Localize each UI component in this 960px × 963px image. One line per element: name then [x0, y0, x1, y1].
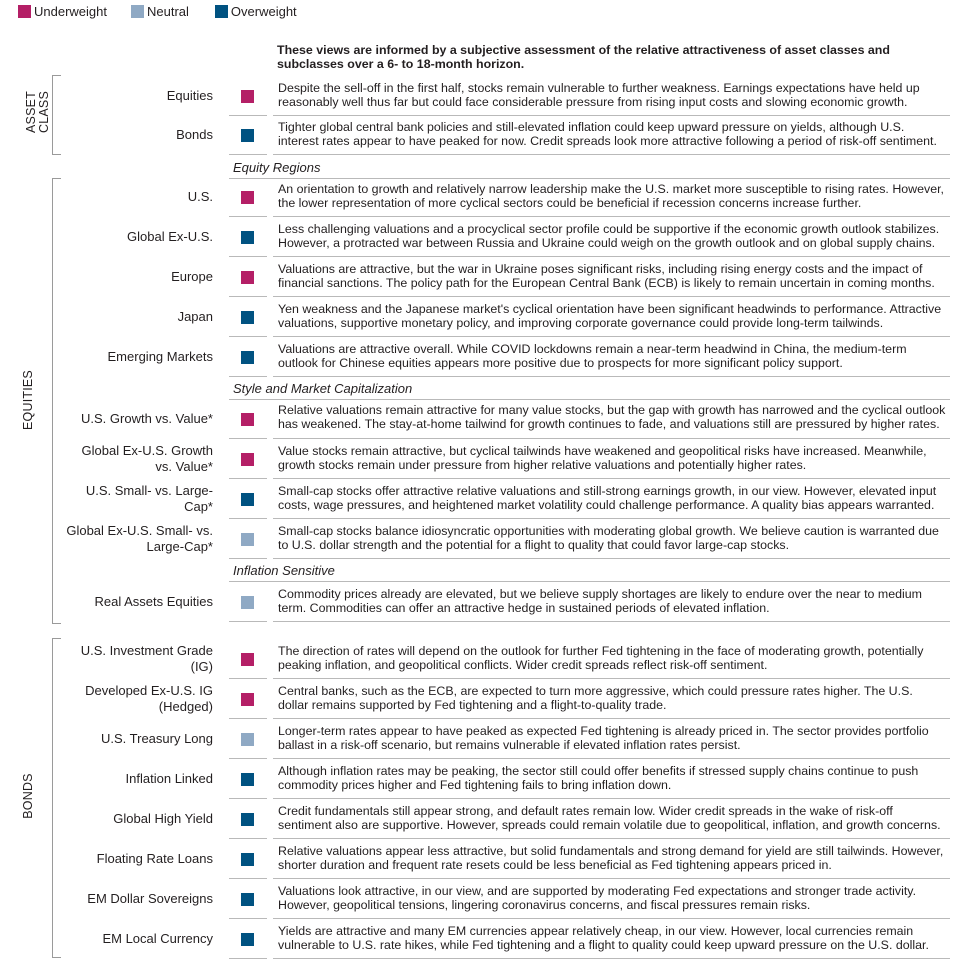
view-cell	[229, 218, 267, 257]
section-bonds: BONDS	[21, 773, 35, 819]
row-label: Global Ex-U.S. Growth vs. Value*	[81, 443, 213, 474]
overweight-marker	[241, 311, 254, 324]
table-row	[0, 218, 960, 256]
table-row	[0, 720, 960, 758]
view-cell	[229, 640, 267, 679]
commentary-text: Valuations are attractive, but the war in Ukraine poses significant risks, including rising energy costs and the impact of financial sanctions. The policy path for the European Central Bank (ECB) is likely to remain uncertain in coming months.	[278, 262, 935, 291]
overweight-marker	[241, 893, 254, 906]
view-cell	[229, 583, 267, 622]
commentary-text: Yen weakness and the Japanese market's cyclical orientation have been significant headwinds to performance. Attractive valuations, supportive monetary policy, and improving corporate governance could provide long-term tailwinds.	[278, 302, 942, 331]
commentary-text: Valuations look attractive, in our view, and are supported by moderating Fed expectations and stronger trade activity. However, geopolitical tensions, lingering coronavirus concerns, and fiscal pressures remain risks.	[278, 884, 917, 913]
table-row	[0, 298, 960, 336]
commentary-cell	[273, 440, 950, 479]
row-label: U.S. Small- vs. Large-Cap*	[85, 483, 213, 514]
subhead-inflation-label: Inflation Sensitive	[233, 563, 335, 578]
table-row	[0, 800, 960, 838]
legend	[18, 4, 323, 19]
row-label: Global High Yield	[113, 811, 213, 826]
overweight-marker	[241, 773, 254, 786]
view-cell	[229, 840, 267, 879]
commentary-text: Longer-term rates appear to have peaked as expected Fed tightening is already priced in. The sector provides portfolio ballast in a risk-off scenario, but remains vulnerable if elevated inflation rates persist.	[278, 724, 929, 753]
table-row	[0, 920, 960, 958]
table-row	[0, 258, 960, 296]
commentary-text: An orientation to growth and relatively narrow leadership make the U.S. market more susceptible to rising rates. However, the lower representation of more cyclical sectors could be beneficial if recession concerns increase further.	[278, 182, 944, 211]
overweight-swatch	[215, 5, 228, 18]
underweight-swatch	[18, 5, 31, 18]
commentary-text: Valuations are attractive overall. While COVID lockdowns remain a near-term headwind in China, the medium-term outlook for Chinese equities appears more positive due to prospects for more significant policy support.	[278, 342, 907, 371]
subhead-style-cap	[229, 377, 950, 400]
table-row	[0, 840, 960, 878]
table-row	[0, 480, 960, 518]
commentary-text: Small-cap stocks balance idiosyncratic opportunities with moderating global growth. We believe caution is warranted due to U.S. dollar strength and the potential for a flight to quality that could favor large-cap stocks.	[278, 524, 939, 553]
row-label: Developed Ex-U.S. IG (Hedged)	[85, 683, 213, 714]
view-cell	[229, 520, 267, 559]
view-cell	[229, 258, 267, 297]
commentary-cell	[273, 116, 950, 155]
commentary-cell	[273, 298, 950, 337]
legend-overweight-label: Overweight	[230, 4, 297, 19]
commentary-cell	[273, 800, 950, 839]
overweight-marker	[241, 853, 254, 866]
view-cell	[229, 720, 267, 759]
legend-overweight	[215, 4, 297, 19]
view-cell	[229, 800, 267, 839]
commentary-cell	[273, 720, 950, 759]
table-row	[0, 680, 960, 718]
view-cell	[229, 77, 267, 116]
commentary-text: Value stocks remain attractive, but cyclical tailwinds have weakened and geopolitical risks have increased. Meanwhile, growth stocks remain under pressure from higher relative valuations and potentially higher rates.	[278, 444, 927, 473]
commentary-text: Tighter global central bank policies and still-elevated inflation could keep upward pressure on yields, although U.S. interest rates appear to have peaked for now. Credit spreads look more attractive following a period of risk-off sentiment.	[278, 120, 937, 149]
neutral-marker	[241, 596, 254, 609]
overweight-marker	[241, 129, 254, 142]
table-row	[0, 338, 960, 376]
underweight-marker	[241, 693, 254, 706]
intro-text: These views are informed by a subjective assessment of the relative attractiveness of asset classes and subclasses over a 6- to 18-month horizon.	[277, 43, 890, 71]
commentary-text: Yields are attractive and many EM currencies appear relatively cheap, in our view. However, local currencies remain vulnerable to U.S. rate hikes, while Fed tightening and a flight to quality could keep upward pressure on the U.S. dollar.	[278, 924, 929, 953]
row-label: Equities	[166, 88, 213, 103]
commentary-cell	[273, 399, 950, 439]
table-row	[0, 116, 960, 154]
commentary-cell	[273, 338, 950, 377]
subhead-equity-regions	[229, 154, 950, 179]
underweight-marker	[241, 90, 254, 103]
section-equities: EQUITIES	[21, 370, 35, 430]
row-label: U.S. Growth vs. Value*	[81, 410, 213, 426]
overweight-marker	[241, 493, 254, 506]
view-cell	[229, 920, 267, 959]
view-cell	[229, 178, 267, 217]
commentary-cell	[273, 77, 950, 116]
table-row	[0, 760, 960, 798]
commentary-text: Central banks, such as the ECB, are expected to turn more aggressive, which could pressure rates higher. The U.S. dollar remains supported by Fed tightening and a flight-to-quality trade.	[278, 684, 913, 713]
commentary-cell	[273, 880, 950, 919]
underweight-marker	[241, 413, 254, 426]
row-label: U.S.	[187, 189, 213, 204]
underweight-marker	[241, 191, 254, 204]
commentary-cell	[273, 480, 950, 519]
commentary-cell	[273, 520, 950, 559]
neutral-marker	[241, 533, 254, 546]
section-asset-class: ASSET CLASS	[24, 91, 51, 133]
view-cell	[229, 880, 267, 919]
table-row	[0, 178, 960, 216]
table-row	[0, 880, 960, 918]
table-row	[0, 77, 960, 115]
view-cell	[229, 399, 267, 439]
commentary-cell	[273, 640, 950, 679]
subhead-style-cap-label: Style and Market Capitalization	[233, 381, 413, 396]
commentary-cell	[273, 218, 950, 257]
view-cell	[229, 480, 267, 519]
commentary-cell	[273, 583, 950, 622]
commentary-cell	[273, 178, 950, 217]
commentary-text: Credit fundamentals still appear strong, and default rates remain low. Wider credit spreads in the wake of risk-off sentiment also are supportive. However, spreads could remain volatile due to geopolitical, inflation, and growth concerns.	[278, 804, 941, 833]
view-cell	[229, 760, 267, 799]
commentary-cell	[273, 680, 950, 719]
row-label: EM Local Currency	[102, 931, 213, 946]
overweight-marker	[241, 933, 254, 946]
table-row	[0, 583, 960, 621]
neutral-swatch	[131, 5, 144, 18]
row-label: Emerging Markets	[107, 349, 213, 364]
table-row	[0, 520, 960, 558]
view-cell	[229, 680, 267, 719]
commentary-cell	[273, 760, 950, 799]
view-cell	[229, 298, 267, 337]
legend-neutral	[131, 4, 189, 19]
underweight-marker	[241, 453, 254, 466]
legend-neutral-label: Neutral	[147, 4, 189, 19]
subhead-equity-regions-label: Equity Regions	[233, 160, 321, 175]
commentary-text: Less challenging valuations and a procyclical sector profile could be supportive if the economic growth outlook stabilizes. However, a protracted war between Russia and Ukraine could weigh on the growth outlook and on global supply chains.	[278, 222, 940, 251]
view-cell	[229, 338, 267, 377]
subhead-inflation	[229, 559, 950, 582]
commentary-text: The direction of rates will depend on the outlook for further Fed tightening in the face of moderating growth, potentially peaking inflation, and geopolitical conflicts. Wider credit spreads reflect risk-off sentiment.	[278, 644, 924, 673]
row-label: EM Dollar Sovereigns	[87, 891, 213, 906]
row-label: Bonds	[176, 127, 213, 142]
row-label: U.S. Treasury Long	[101, 731, 213, 746]
commentary-cell	[273, 840, 950, 879]
commentary-text: Despite the sell-off in the first half, stocks remain vulnerable to further weakness. Earnings expectations have held up reasonably well thus far but could face considerable pressure from rising input costs and slowing economic growth.	[278, 81, 920, 110]
row-label: Inflation Linked	[125, 771, 213, 786]
row-label: Global Ex-U.S. Small- vs. Large-Cap*	[66, 523, 213, 554]
underweight-marker	[241, 653, 254, 666]
commentary-text: Commodity prices already are elevated, but we believe supply shortages are likely to endure over the near to medium term. Commodities can offer an attractive hedge in sustained periods of elevated inflation.	[278, 587, 922, 616]
row-label: Floating Rate Loans	[96, 851, 213, 866]
table-row	[0, 640, 960, 678]
view-cell	[229, 116, 267, 155]
commentary-cell	[273, 258, 950, 297]
row-label: Europe	[171, 269, 213, 284]
row-label: U.S. Investment Grade (IG)	[80, 643, 213, 674]
table-row	[0, 399, 960, 438]
legend-underweight	[18, 4, 107, 19]
row-label: Real Assets Equities	[94, 594, 213, 609]
commentary-cell	[273, 920, 950, 959]
neutral-marker	[241, 733, 254, 746]
commentary-text: Although inflation rates may be peaking, the sector still could offer benefits if stressed supply chains continue to push commodity prices higher and Fed tightening fails to bring inflation down.	[278, 764, 919, 793]
view-cell	[229, 440, 267, 479]
overweight-marker	[241, 813, 254, 826]
commentary-text: Small-cap stocks offer attractive relative valuations and still-strong earnings growth, in our view. However, elevated input costs, wage pressures, and heightened market volatility could challenge performance. A quality bias appears warranted.	[278, 484, 937, 513]
legend-underweight-label: Underweight	[34, 4, 107, 19]
commentary-text: Relative valuations remain attractive for many value stocks, but the gap with growth has narrowed and the cyclical outlook has weakened. The stay-at-home tailwind for growth continues to fade, and valuations still are pressured by higher rates.	[278, 403, 946, 432]
overweight-marker	[241, 231, 254, 244]
underweight-marker	[241, 271, 254, 284]
commentary-text: Relative valuations appear less attractive, but solid fundamentals and strong demand for yield are still tailwinds. However, shorter duration and frequent rate resets could be less beneficial as Fed tightening appears priced in.	[278, 844, 944, 873]
row-label: Global Ex-U.S.	[127, 229, 213, 244]
table-row	[0, 440, 960, 478]
overweight-marker	[241, 351, 254, 364]
row-label: Japan	[177, 309, 213, 324]
